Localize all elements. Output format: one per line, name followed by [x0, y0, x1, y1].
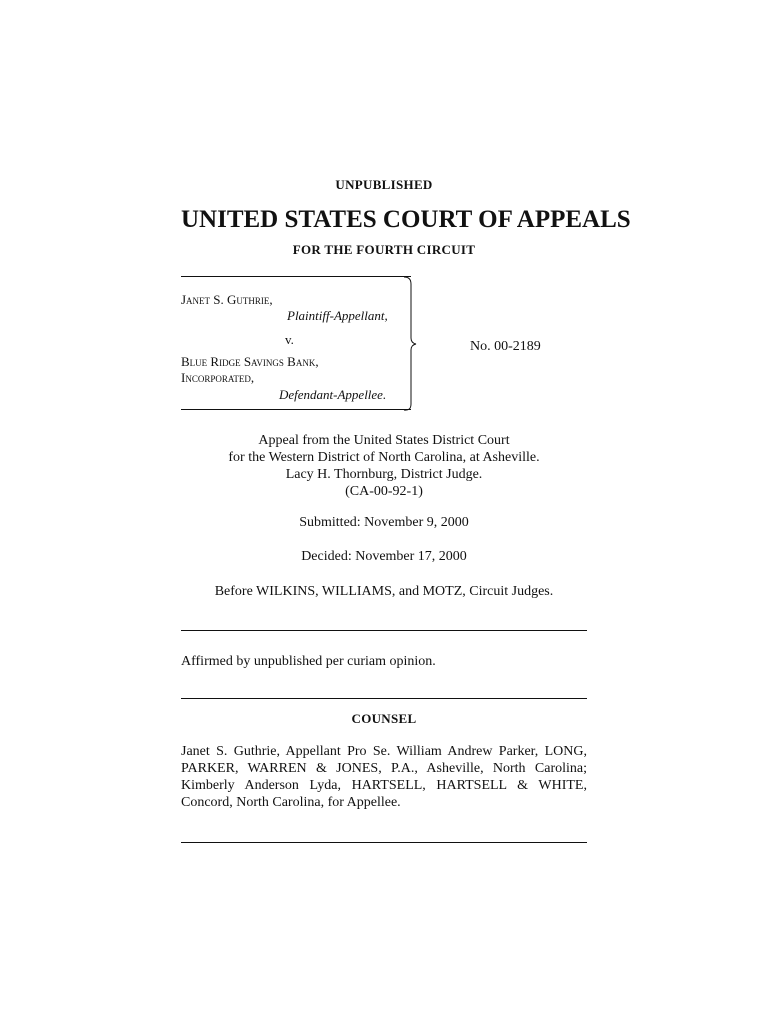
defendant-name: Blue Ridge Savings Bank,	[181, 354, 319, 369]
circuit-name: FOR THE FOURTH CIRCUIT	[292, 242, 476, 257]
plaintiff-name: Janet S. Guthrie,	[181, 292, 273, 307]
appeal-info	[181, 432, 587, 500]
disposition: Affirmed by unpublished per curiam opinion.	[181, 654, 436, 669]
caption-top-rule	[181, 276, 411, 277]
defendant-name-continued: Incorporated,	[181, 370, 255, 385]
court-name: UNITED STATES COURT OF APPEALS	[181, 206, 631, 233]
panel-judges: Before WILKINS, WILLIAMS, and MOTZ, Circuit Judges.	[214, 584, 554, 599]
counsel-line: Janet S. Guthrie, Appellant Pro Se. William Andrew Parker, LONG,	[181, 744, 587, 759]
appeal-line: (CA-00-92-1)	[345, 484, 423, 499]
publication-status: UNPUBLISHED	[335, 177, 433, 192]
decided-date: Decided: November 17, 2000	[301, 549, 467, 564]
counsel-text	[181, 743, 587, 811]
submitted-date: Submitted: November 9, 2000	[299, 515, 469, 530]
counsel-line: Concord, North Carolina, for Appellee.	[181, 795, 401, 810]
counsel-line: PARKER, WARREN & JONES, P.A., Asheville, North Carolina;	[181, 761, 587, 776]
divider	[181, 630, 587, 631]
counsel-heading: COUNSEL	[351, 711, 417, 726]
divider	[181, 698, 587, 699]
defendant-role: Defendant-Appellee.	[279, 387, 387, 402]
appeal-line: Appeal from the United States District Court	[258, 433, 510, 448]
versus: v.	[285, 332, 294, 347]
caption-brace-icon	[403, 276, 419, 412]
appeal-line: Lacy H. Thornburg, District Judge.	[285, 467, 483, 482]
caption-bottom-rule	[181, 409, 411, 410]
divider	[181, 842, 587, 843]
docket-number: No. 00-2189	[470, 339, 541, 354]
case-caption	[181, 276, 419, 412]
counsel-line: Kimberly Anderson Lyda, HARTSELL, HARTSELL & WHITE,	[181, 778, 587, 793]
appeal-line: for the Western District of North Carolina, at Asheville.	[228, 450, 540, 465]
plaintiff-role: Plaintiff-Appellant,	[287, 308, 388, 323]
